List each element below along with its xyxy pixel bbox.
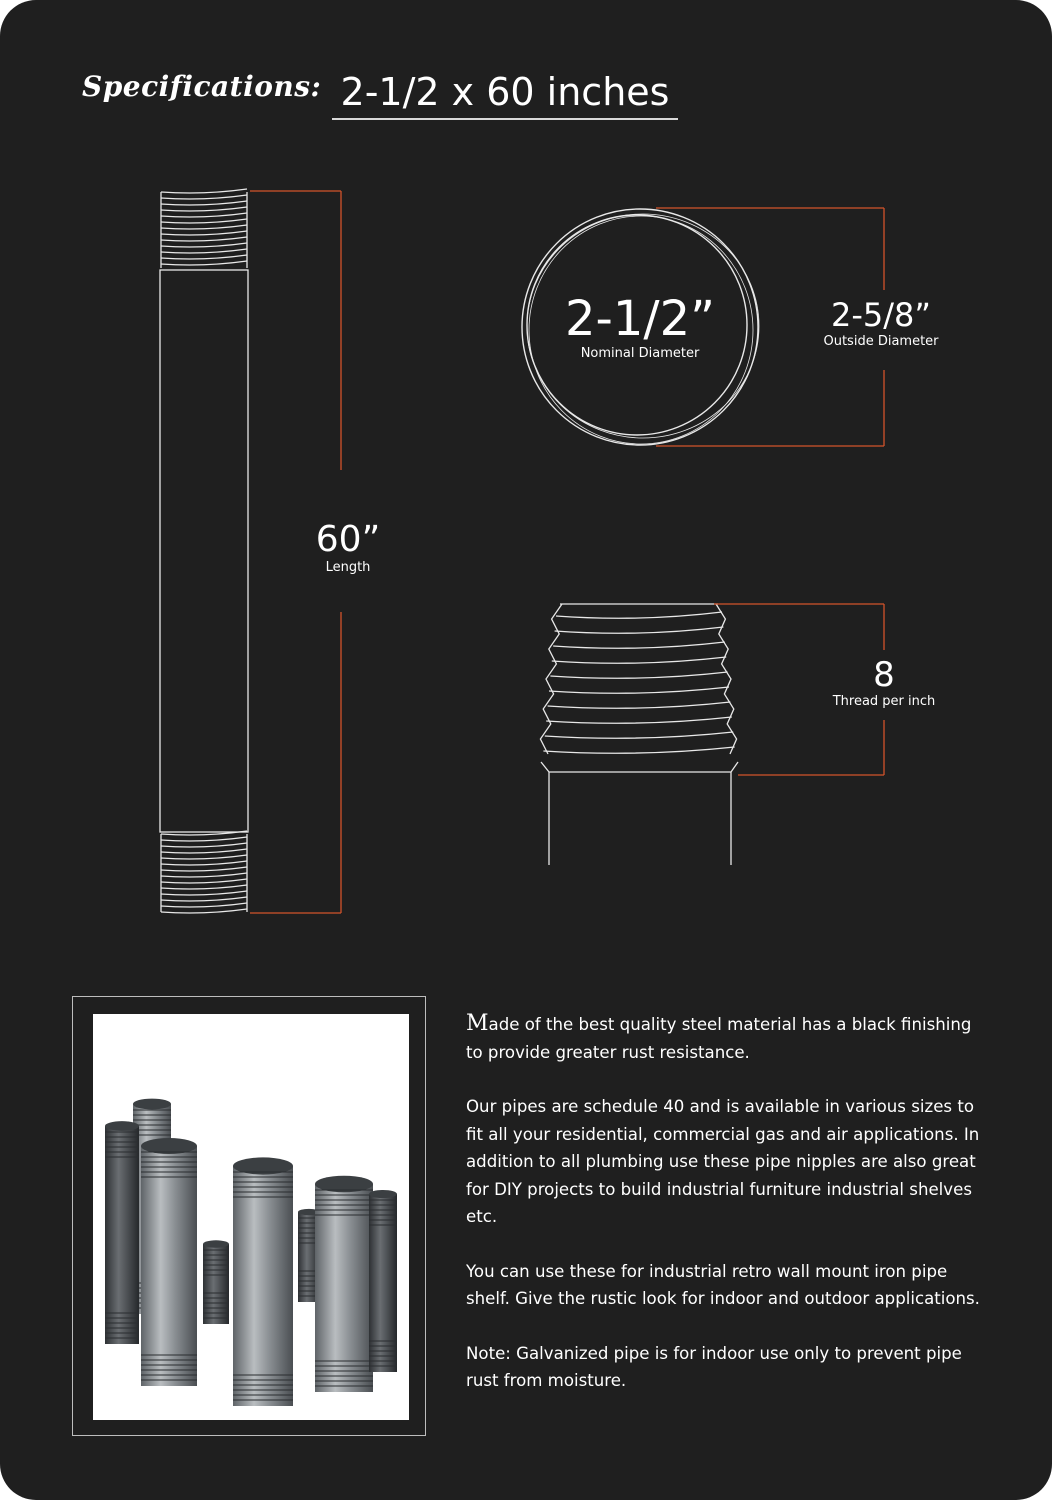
nominal-diameter-label	[540, 292, 740, 362]
description-paragraph-3: You can use these for industrial retro wall mount iron pipe shelf. Give the rustic look for indoor and outdoor applications.	[466, 1261, 980, 1308]
thread-caption: Thread per inch	[832, 694, 936, 709]
pipe-nipples-photo	[93, 1014, 409, 1420]
outside-diameter-caption: Outside Diameter	[823, 334, 939, 349]
description-paragraph-4: Note: Galvanized pipe is for indoor use only to prevent pipe rust from moisture.	[466, 1343, 962, 1390]
length-caption: Length	[325, 560, 371, 575]
outside-diameter-label	[806, 296, 956, 350]
outside-diameter-value: 2-5/8”	[831, 296, 931, 334]
thread-label	[814, 656, 954, 710]
description-paragraph-1-text: ade of the best quality steel material has a black finishing to provide greater rust resistance.	[466, 1015, 972, 1062]
thread-value: 8	[873, 655, 895, 695]
description-paragraph-2: Our pipes are schedule 40 and is available in various sizes to fit all your residential, commercial gas and air applications. In addition to all plumbing use these pipe nipples are also great for DIY projects to build industrial furniture industrial shelves etc.	[466, 1097, 980, 1226]
nominal-diameter-value: 2-1/2”	[565, 291, 715, 347]
spec-heading-value: 2-1/2 x 60 inches	[332, 70, 678, 120]
description	[466, 1010, 986, 1422]
pipe-length-outline-icon	[160, 189, 248, 913]
length-value: 60”	[315, 519, 381, 560]
length-label	[288, 520, 408, 576]
dropcap-letter: M	[466, 1011, 489, 1036]
description-paragraph-1	[466, 1010, 986, 1066]
nominal-diameter-caption: Nominal Diameter	[580, 346, 700, 361]
pipe-thread-icon	[540, 604, 738, 865]
spec-heading-label: Specifications:	[82, 70, 322, 103]
